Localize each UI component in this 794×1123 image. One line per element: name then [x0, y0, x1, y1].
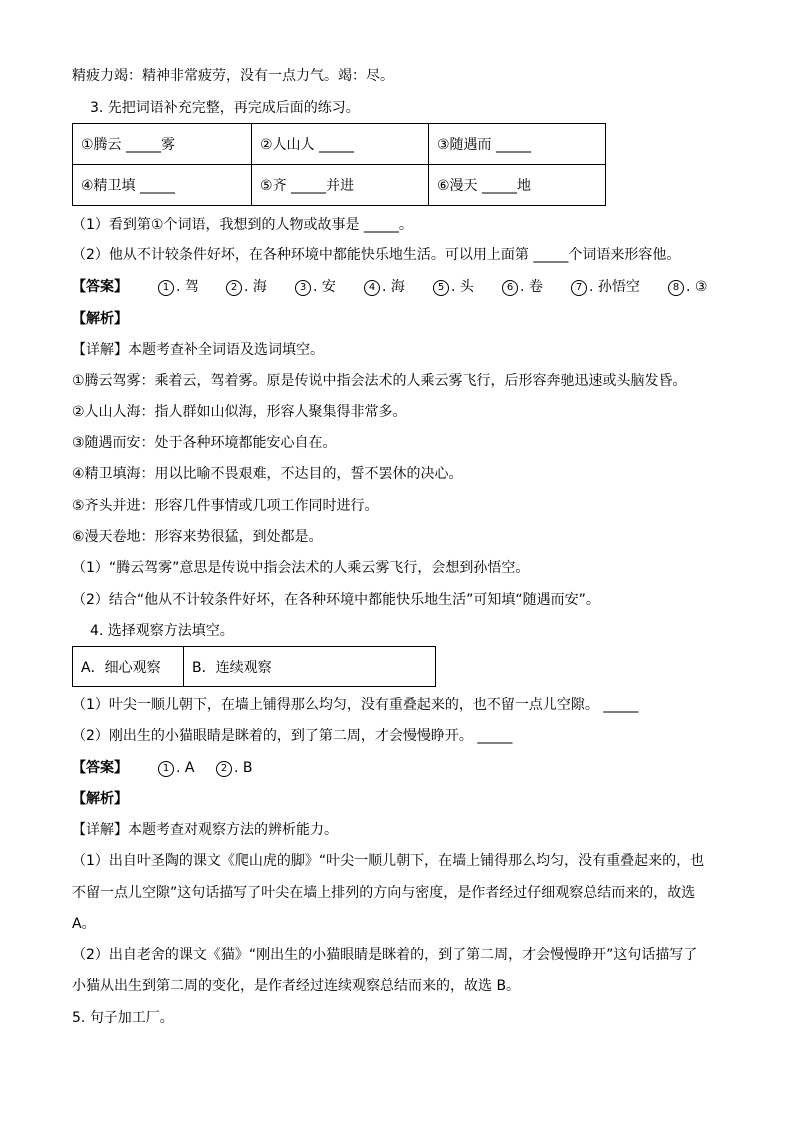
circled-number-icon: 3: [295, 280, 311, 296]
table-cell: ②人山人 _____: [252, 124, 429, 165]
answer-text: . 安: [313, 279, 336, 295]
answer-list: [158, 278, 718, 296]
detail-line: 小猫从出生到第二周的变化，是作者经过连续观察总结而来的，故选 B。: [72, 978, 521, 994]
answer-text: . B: [234, 760, 253, 776]
answer-item: [295, 278, 336, 296]
circled-number-icon: 8: [668, 280, 684, 296]
detail-line: 不留一点儿空隙”这句话描写了叶尖在墙上排列的方向与密度，是作者经过仔细观察总结而来的，故选: [72, 885, 696, 901]
answer-text: . 头: [451, 279, 474, 295]
table-cell: ⑤齐 _____并进: [252, 165, 429, 206]
analysis-label: 【解析】: [72, 791, 128, 807]
answer-text: . 孙悟空: [589, 279, 640, 295]
table-row: [73, 647, 436, 687]
detail-line: 【详解】本题考查对观察方法的辨析能力。: [72, 822, 338, 838]
sub-question-2: （2）他从不计较条件好坏，在各种环境中都能快乐地生活。可以用上面第 _____个词语来形容他。: [72, 247, 681, 263]
definition-line: 精疲力竭：精神非常疲劳，没有一点力气。竭：尽。: [72, 68, 394, 84]
word-completion-table: [72, 123, 606, 206]
detail-line: 【详解】本题考查补全词语及选词填空。: [72, 342, 324, 358]
answer-label: 【答案】: [72, 760, 128, 776]
circled-number-icon: 5: [433, 280, 449, 296]
answer-item: [364, 278, 405, 296]
circled-number-icon: 1: [158, 280, 174, 296]
sub-question-1: （1）看到第①个词语，我想到的人物或故事是 _____。: [72, 217, 413, 233]
question-3-heading: 3. 先把词语补充完整，再完成后面的练习。: [90, 100, 360, 116]
detail-line: ③随遇而安：处于各种环境都能安心自在。: [72, 435, 337, 451]
detail-line: ⑥漫天卷地：形容来势很猛，到处都是。: [72, 529, 323, 545]
answer-list: [158, 759, 358, 777]
sub-question-1: （1）叶尖一顺儿朝下，在墙上铺得那么均匀，没有重叠起来的，也不留一点儿空隙。 _____: [72, 697, 639, 713]
question-5-heading: 5. 句子加工厂。: [72, 1010, 174, 1026]
detail-line: （1）出自叶圣陶的课文《爬山虎的脚》“叶尖一顺儿朝下，在墙上铺得那么均匀，没有重叠起来的，也: [72, 853, 705, 869]
detail-line: （2）结合“他从不计较条件好坏，在各种环境中都能快乐地生活”可知填“随遇而安”。: [72, 592, 600, 608]
answer-text: . ③: [686, 279, 708, 295]
answer-item: [158, 278, 199, 296]
answer-item: [433, 278, 474, 296]
answer-text: . 海: [382, 279, 405, 295]
question-4-heading: 4. 选择观察方法填空。: [90, 623, 234, 639]
analysis-label: 【解析】: [72, 311, 128, 327]
circled-number-icon: 6: [502, 280, 518, 296]
circled-number-icon: 2: [216, 761, 232, 777]
table-cell: ⑥漫天 _____地: [429, 165, 606, 206]
table-cell: A．细心观察: [73, 647, 184, 687]
table-cell: B．连续观察: [184, 647, 436, 687]
detail-line: ⑤齐头并进：形容几件事情或几项工作同时进行。: [72, 498, 379, 514]
detail-line: （2）出自老舍的课文《猫》“刚出生的小猫眼睛是眯着的，到了第二周，才会慢慢睁开”这句话描写了: [72, 947, 698, 963]
table-cell: ③随遇而 _____: [429, 124, 606, 165]
answer-text: . 海: [244, 279, 267, 295]
answer-text: . 驾: [176, 279, 199, 295]
circled-number-icon: 7: [571, 280, 587, 296]
circled-number-icon: 2: [226, 280, 242, 296]
answer-text: . A: [176, 760, 195, 776]
table-row: [73, 124, 606, 165]
answer-item: [226, 278, 267, 296]
circled-number-icon: 4: [364, 280, 380, 296]
answer-item: [668, 278, 707, 296]
table-row: [73, 165, 606, 206]
circled-number-icon: 1: [158, 761, 174, 777]
detail-line: ④精卫填海：用以比喻不畏艰难，不达目的，誓不罢休的决心。: [72, 466, 463, 482]
sub-question-2: （2）刚出生的小猫眼睛是眯着的，到了第二周，才会慢慢睁开。 _____: [72, 728, 513, 744]
answer-item: [158, 759, 194, 777]
detail-line: ①腾云驾雾：乘着云，驾着雾。原是传说中指会法术的人乘云雾飞行，后形容奔驰迅速或头脑发昏。: [72, 373, 687, 389]
detail-line: （1）“腾云驾雾”意思是传说中指会法术的人乘云雾飞行，会想到孙悟空。: [72, 560, 530, 576]
answer-item: [502, 278, 543, 296]
detail-line: A。: [72, 916, 96, 932]
detail-line: ②人山人海：指人群如山似海，形容人聚集得非常多。: [72, 404, 407, 420]
answer-item: [571, 278, 640, 296]
answer-text: . 卷: [520, 279, 543, 295]
table-cell: ④精卫填 _____: [73, 165, 252, 206]
answer-item: [216, 759, 253, 777]
answer-label: 【答案】: [72, 279, 128, 295]
observation-methods-table: [72, 646, 436, 687]
table-cell: ①腾云 _____雾: [73, 124, 252, 165]
